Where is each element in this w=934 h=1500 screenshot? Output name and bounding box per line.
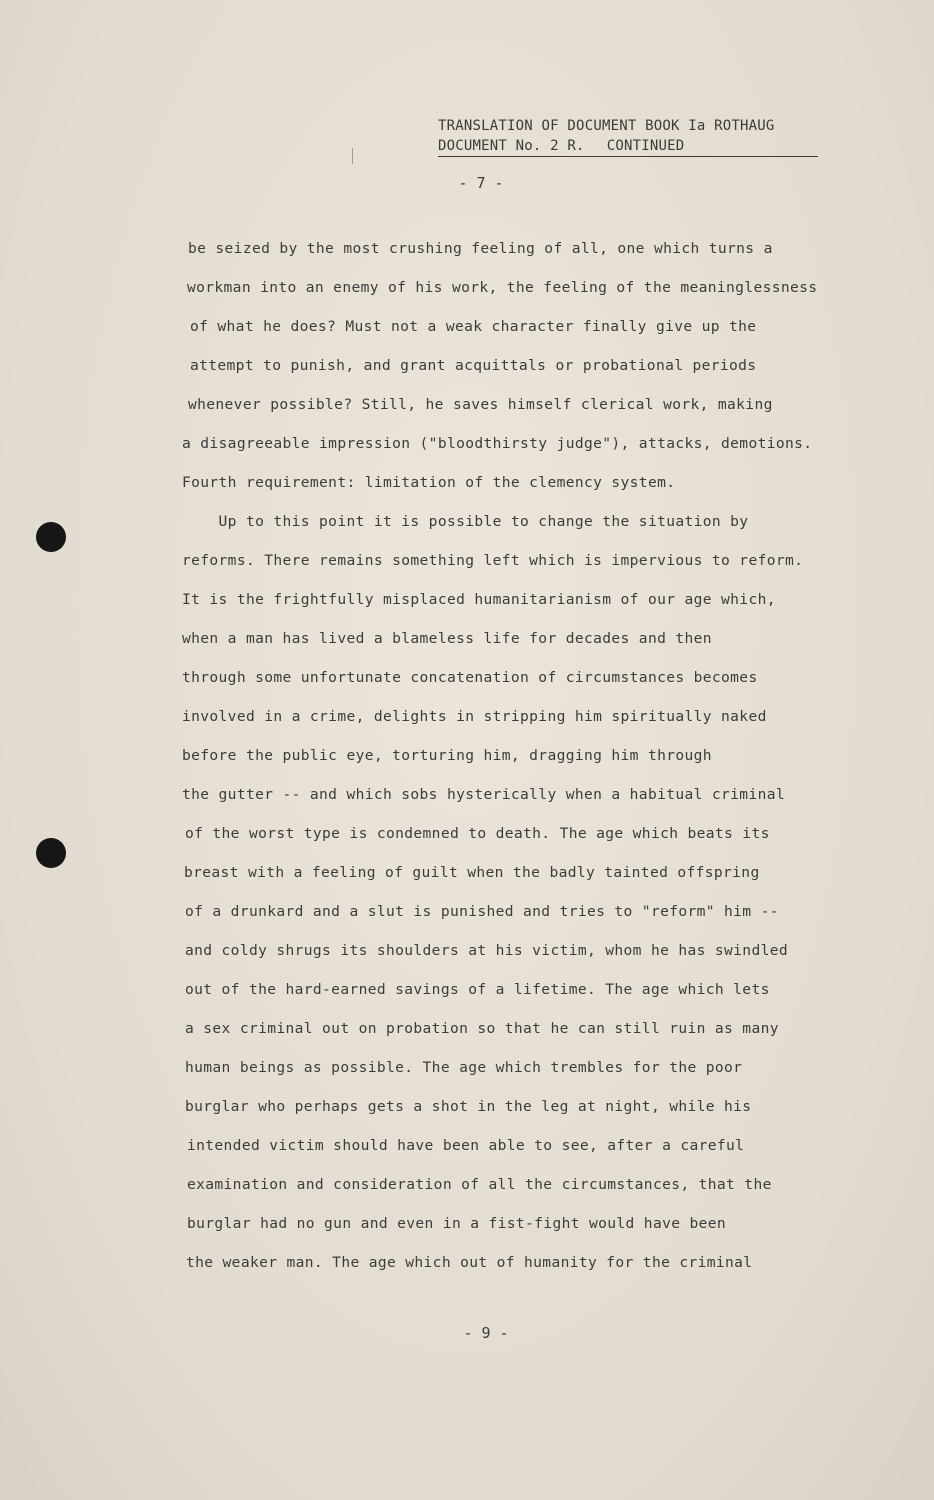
header-document-number: [438, 136, 818, 157]
page-number-bottom: - 9 -: [463, 1324, 509, 1342]
text-line: out of the hard-earned savings of a lifetime. The age which lets: [185, 981, 770, 998]
text-line: attempt to punish, and grant acquittals or probational periods: [190, 357, 757, 374]
text-line: involved in a crime, delights in stripping him spiritually naked: [182, 708, 767, 725]
body-text: [182, 229, 882, 1282]
header-continued: CONTINUED: [606, 138, 685, 154]
text-line: whenever possible? Still, he saves himself clerical work, making: [188, 396, 773, 413]
text-line: Fourth requirement: limitation of the clemency system.: [182, 474, 676, 491]
text-line: be seized by the most crushing feeling of all, one which turns a: [188, 240, 773, 257]
text-line: through some unfortunate concatenation of circumstances becomes: [182, 669, 758, 686]
text-line: Up to this point it is possible to change the situation by: [182, 513, 749, 530]
text-line: the gutter -- and which sobs hysterically when a habitual criminal: [182, 786, 785, 803]
text-line: a sex criminal out on probation so that he can still ruin as many: [185, 1020, 779, 1037]
text-line: of the worst type is condemned to death. The age which beats its: [185, 825, 770, 842]
text-line: and coldy shrugs its shoulders at his victim, whom he has swindled: [185, 942, 788, 959]
document-header: [438, 116, 818, 157]
text-line: before the public eye, torturing him, dragging him through: [182, 747, 712, 764]
punch-hole-lower: [36, 838, 66, 868]
text-line: breast with a feeling of guilt when the badly tainted offspring: [184, 864, 760, 881]
page-number-top: - 7 -: [458, 174, 504, 192]
text-line: workman into an enemy of his work, the feeling of the meaninglessness: [187, 279, 818, 296]
header-title: TRANSLATION OF DOCUMENT BOOK Ia ROTHAUG: [438, 118, 775, 134]
text-line: burglar who perhaps gets a shot in the leg at night, while his: [185, 1098, 752, 1115]
text-line: of what he does? Must not a weak character finally give up the: [190, 318, 757, 335]
text-line: examination and consideration of all the circumstances, that the: [187, 1176, 772, 1193]
header-doc-no: DOCUMENT No. 2 R.: [438, 138, 585, 154]
stray-mark: [352, 148, 353, 164]
text-line: the weaker man. The age which out of humanity for the criminal: [186, 1254, 753, 1271]
text-line: reforms. There remains something left which is impervious to reform.: [182, 552, 804, 569]
text-line: It is the frightfully misplaced humanitarianism of our age which,: [182, 591, 776, 608]
text-line: of a drunkard and a slut is punished and tries to "reform" him --: [185, 903, 779, 920]
text-line: human beings as possible. The age which trembles for the poor: [185, 1059, 743, 1076]
text-line: a disagreeable impression ("bloodthirsty judge"), attacks, demotions.: [182, 435, 813, 452]
text-line: when a man has lived a blameless life for decades and then: [182, 630, 712, 647]
text-line: burglar had no gun and even in a fist-fight would have been: [187, 1215, 727, 1232]
text-line: intended victim should have been able to see, after a careful: [187, 1137, 745, 1154]
punch-hole-upper: [36, 522, 66, 552]
